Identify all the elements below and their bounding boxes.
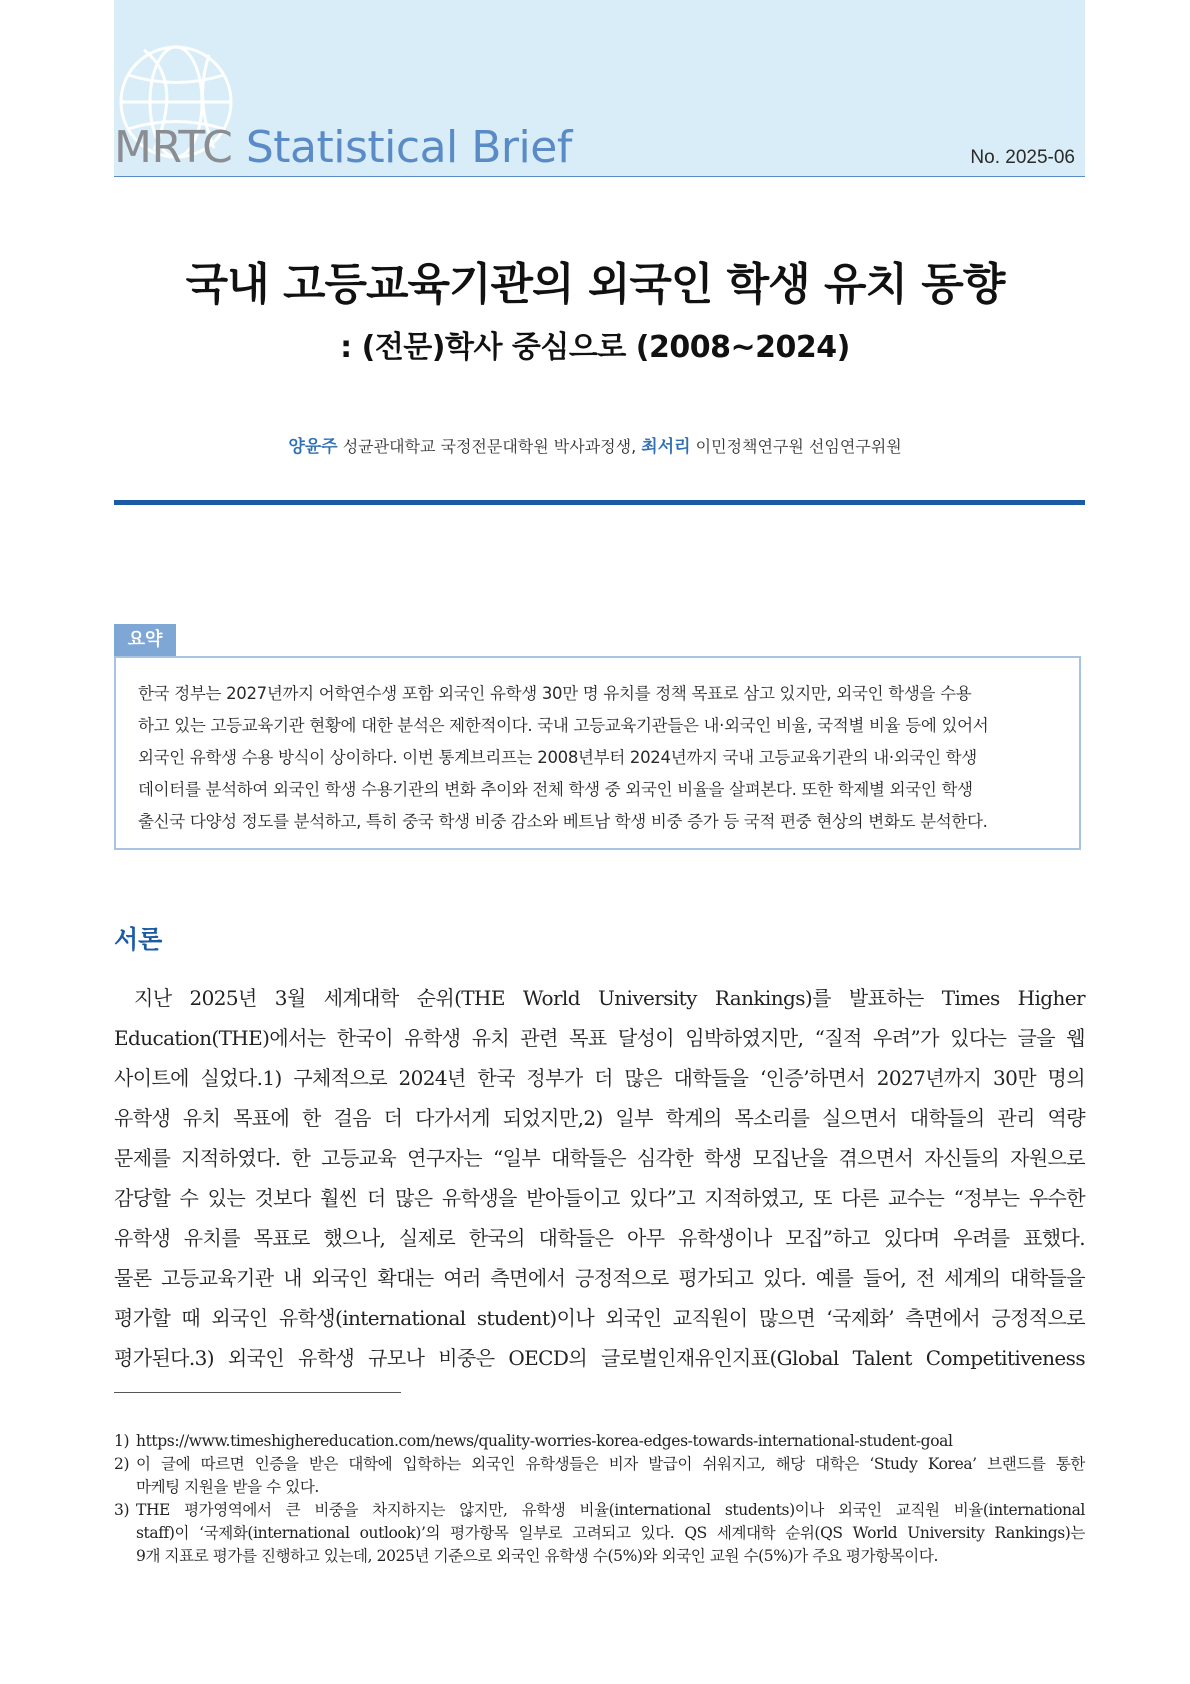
footnote-3-cont: 9개 지표로 평가를 진행하고 있는데, 2025년 기준으로 외국인 유학생 수(5%)와 외국인 교원 수(5%)가 주요 평가항목이다. bbox=[136, 1547, 938, 1565]
summary-line: 데이터를 분석하여 외국인 학생 수용기관의 변화 추이와 전체 학생 중 외국인 비율을 살펴본다. 또한 학제별 외국인 학생 bbox=[138, 780, 973, 799]
footnote-2 bbox=[114, 1453, 1085, 1476]
page-subtitle: : (전문)학사 중심으로 (2008~2024) bbox=[340, 330, 850, 365]
brand-logo bbox=[114, 122, 572, 173]
body-line: Education(THE)에서는 한국이 유학생 유치 관련 목표 달성이 임박하였지만, “질적 우려”가 있다는 글을 웹 bbox=[114, 1026, 1085, 1050]
footnotes bbox=[114, 1430, 1085, 1568]
body-line: 유학생 유치를 목표로 했으나, 실제로 한국의 대학들은 아무 유학생이나 모집”하고 있다며 우려를 표했다. bbox=[114, 1226, 1085, 1250]
body-line: 지난 2025년 3월 세계대학 순위(THE World University Rankings)를 발표하는 Times Higher bbox=[134, 986, 1085, 1010]
footnote-text: 이 글에 따르면 인증을 받은 대학에 입학하는 외국인 유학생들은 비자 발급이 쉬워지고, 해당 대학은 ‘Study Korea’ 브랜드를 통한 bbox=[136, 1455, 1085, 1473]
footnote-text: THE 평가영역에서 큰 비중을 차지하지는 않지만, 유학생 비율(international students)이나 외국인 교직원 비율(international bbox=[136, 1501, 1085, 1519]
brand-part-statistical-brief: Statistical Brief bbox=[245, 122, 572, 173]
footnote-2-cont: 마케팅 지원을 받을 수 있다. bbox=[136, 1478, 319, 1496]
brand-part-mrtc: MRTC bbox=[114, 122, 233, 173]
body-line: 평가된다.3) 외국인 유학생 규모나 비중은 OECD의 글로벌인재유인지표(Global Talent Competitiveness bbox=[114, 1346, 1085, 1370]
author-name-2: 최서리 bbox=[641, 437, 691, 457]
body-line: 물론 고등교육기관 내 외국인 확대는 여러 측면에서 긍정적으로 평가되고 있다. 예를 들어, 전 세계의 대학들을 bbox=[114, 1266, 1085, 1290]
body-line: 감당할 수 있는 것보다 훨씬 더 많은 유학생을 받아들이고 있다”고 지적하였고, 또 다른 교수는 “정부는 우수한 bbox=[114, 1186, 1085, 1210]
section-heading-intro: 서론 bbox=[114, 925, 163, 954]
footnote-3 bbox=[114, 1499, 1085, 1522]
title-divider bbox=[114, 500, 1085, 505]
body-paragraph bbox=[114, 978, 1085, 1378]
author-affiliation-2: 이민정책연구원 선임연구위원 bbox=[695, 437, 902, 456]
footnote-1 bbox=[114, 1430, 1085, 1453]
summary-line: 출신국 다양성 정도를 분석하고, 특히 중국 학생 비중 감소와 베트남 학생 비중 증가 등 국적 편중 현상의 변화도 분석한다. bbox=[138, 812, 988, 831]
body-line: 문제를 지적하였다. 한 고등교육 연구자는 “일부 대학들은 심각한 학생 모집난을 겪으면서 자신들의 자원으로 bbox=[114, 1146, 1085, 1170]
footnote-3-cont: staff)이 ‘국제화(international outlook)’의 평가항목 일부로 고려되고 있다. QS 세계대학 순위(QS World University Rankings)는 bbox=[136, 1524, 1085, 1542]
footnote-number: 1) bbox=[114, 1432, 130, 1450]
issue-number: No. 2025-06 bbox=[970, 147, 1075, 168]
footnote-link[interactable]: https://www.timeshighereducation.com/news/quality-worries-korea-edges-towards-international-student-goal bbox=[136, 1432, 953, 1450]
body-line: 평가할 때 외국인 유학생(international student)이나 외국인 교직원이 많으면 ‘국제화’ 측면에서 긍정적으로 bbox=[114, 1306, 1085, 1330]
body-line: 유학생 유치 목표에 한 걸음 더 다가서게 되었지만,2) 일부 학계의 목소리를 실으면서 대학들의 관리 역량 bbox=[114, 1106, 1085, 1130]
author-name-1: 양윤주 bbox=[288, 437, 338, 457]
body-line: 사이트에 실었다.1) 구체적으로 2024년 한국 정부가 더 많은 대학들을 ‘인증’하면서 2027년까지 30만 명의 bbox=[114, 1066, 1085, 1090]
footnote-number: 3) bbox=[114, 1501, 130, 1519]
summary-box bbox=[114, 656, 1081, 850]
header-divider bbox=[114, 176, 1085, 177]
summary-line: 외국인 유학생 수용 방식이 상이하다. 이번 통계브리프는 2008년부터 2024년까지 국내 고등교육기관의 내·외국인 학생 bbox=[138, 748, 977, 767]
page-title: 국내 고등교육기관의 외국인 학생 유치 동향 bbox=[185, 259, 1005, 310]
footnote-number: 2) bbox=[114, 1455, 130, 1473]
summary-label: 요약 bbox=[114, 624, 176, 656]
summary-line: 한국 정부는 2027년까지 어학연수생 포함 외국인 유학생 30만 명 유치를 정책 목표로 삼고 있지만, 외국인 학생을 수용 bbox=[138, 684, 972, 703]
summary-line: 하고 있는 고등교육기관 현황에 대한 분석은 제한적이다. 국내 고등교육기관들은 내·외국인 비율, 국적별 비율 등에 있어서 bbox=[138, 716, 989, 735]
author-affiliation-1: 성균관대학교 국정전문대학원 박사과정생, bbox=[342, 437, 637, 456]
footnote-divider bbox=[114, 1392, 401, 1393]
authors-line bbox=[0, 432, 1190, 457]
